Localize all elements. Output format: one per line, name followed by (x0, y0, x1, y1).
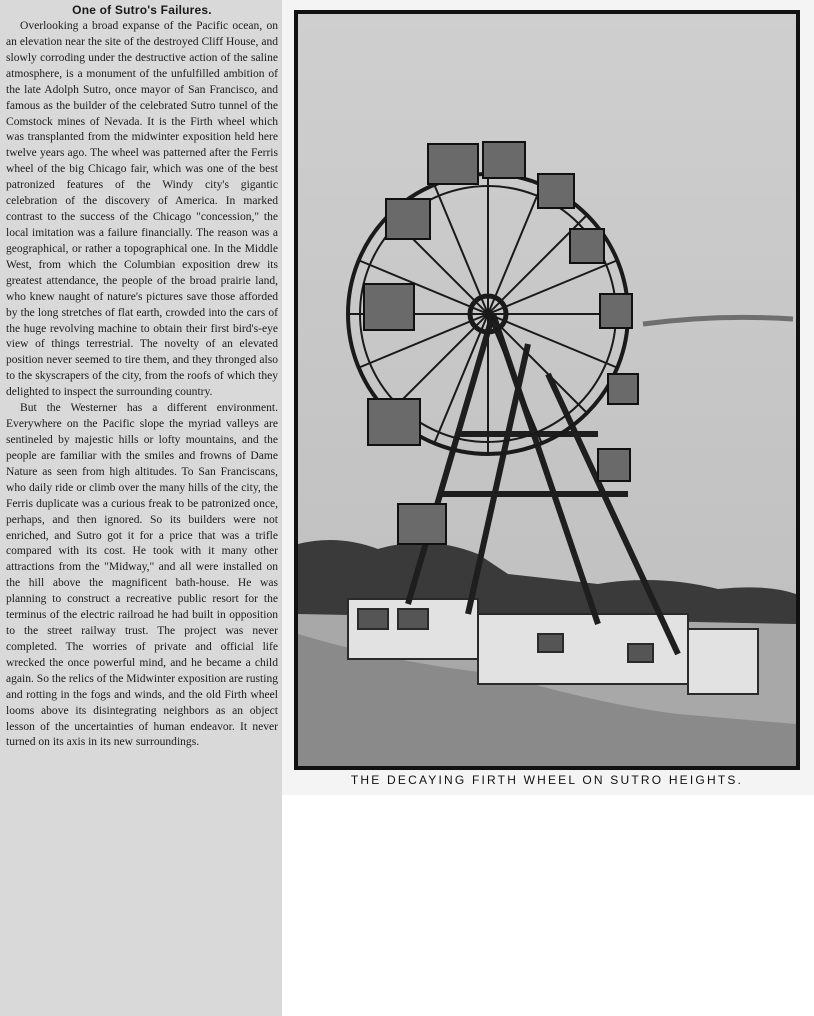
photo-frame (294, 10, 800, 770)
photo-caption: THE DECAYING FIRTH WHEEL ON SUTRO HEIGHTS. (350, 773, 744, 787)
article-paragraph-2: But the Westerner has a different environment. Everywhere on the Pacific slope the myriad valleys are sentineled by majestic hills or lofty mountains, and the people are familiar with the smiles and frowns of Dame Nature as seen from high altitudes. To San Franciscans, who daily ride or climb over the many hills of the city, the Ferris duplicate was a curious freak to be patronized once, perhaps, and then ignored. So its builders were not enriched, and Sutro got it for a price that was a trifle compared with its cost. He took with it many other attractions from the "Midway," and all were installed on the hill above the magnificent bath-house. He was planning to construct a recreative public resort for the terminus of the electric railroad he had built in opposition to the street railway trust. The project was never completed. The worries of private and official life wrecked the once powerful mind, and he became a child again. So the relics of the Midwinter exposition are rusting and rotting in the fogs and winds, and the old Firth wheel looms above its disintegrating neighbors as an object lesson of the uncertainties of human endeavor. It never turned on its axis in its new surroundings. (6, 402, 278, 749)
article-paragraph-1: Overlooking a broad expanse of the Pacific ocean, on an elevation near the site of the destroyed Cliff House, and slowly corroding under the destructive action of the saline atmosphere, is a monument of the unfulfilled ambition of the late Adolph Sutro, once mayor of San Francisco, and famous as the builder of the celebrated Sutro tunnel of the Comstock mines of Nevada. It is the Firth wheel which was transplanted from the midwinter exposition held here twelve years ago. The wheel was patterned after the Ferris wheel of the big Chicago fair, which was one of the best patronized features of the Windy city's gigantic celebration of the discovery of America. In marked contrast to the success of the Chicago "concession," the local imitation was a failure financially. The reason was a geographical, or rather a topographical one. In the Middle West, from which the Columbian exposition drew its greatest attendance, the people of the broad prairie land, who knew naught of nature's pictures save those afforded by the long stretches of flat earth, crowded into the cars of the huge revolving machine to obtain their first bird's-eye view of things terrestrial. The novelty of an elevated position never seemed to tire them, and they thronged also to the skyscrapers of the city, from the roofs of which they delighted to inspect the surrounding country. (6, 20, 278, 399)
article-title: One of Sutro's Failures. (72, 3, 212, 17)
ferris-wheel-photo (298, 14, 796, 766)
article-column (0, 0, 282, 1016)
photo-block (282, 0, 814, 795)
